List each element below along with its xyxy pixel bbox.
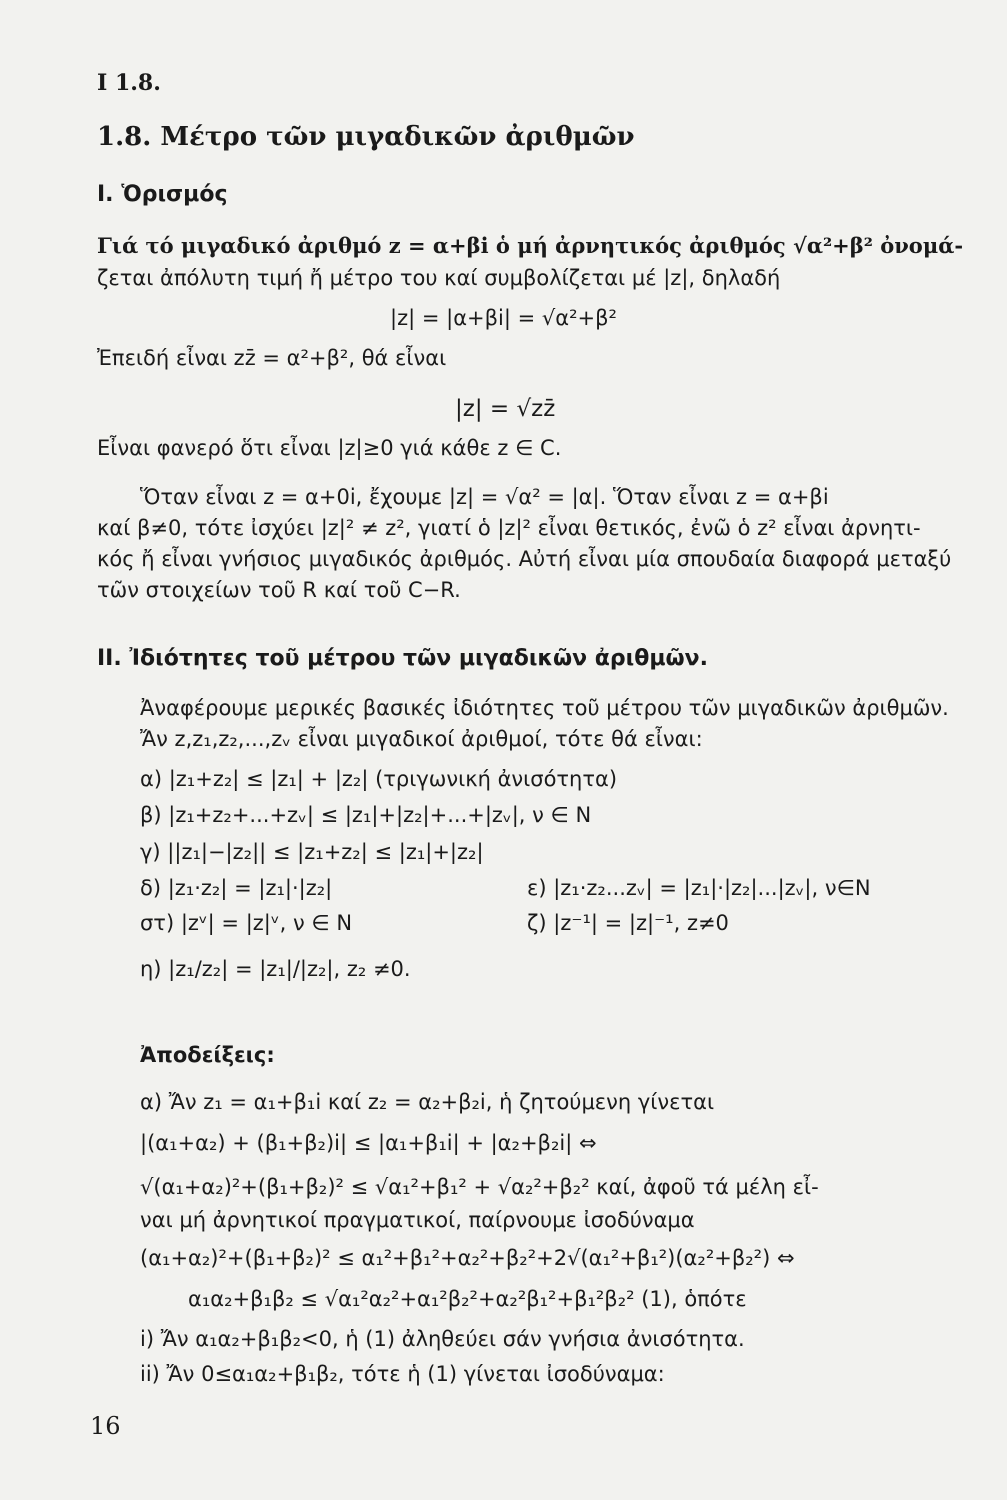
proof-line-8: ii) Ἄν 0≤α₁α₂+β₁β₂, τότε ἡ (1) γίνεται ἰσοδύναμα:	[140, 1362, 665, 1386]
proof-line-2: |(α₁+α₂) + (β₁+β₂)i| ≤ |α₁+β₁i| + |α₂+β₂i| ⇔	[140, 1131, 597, 1155]
proofs-heading: Ἀποδείξεις:	[140, 1043, 275, 1067]
formula-sqrt-conjugate: |z| = √zz̄	[455, 396, 556, 422]
property-epsilon: ε) |z₁·z₂...zᵥ| = |z₁|·|z₂|...|zᵥ|, ν∈N	[527, 876, 871, 900]
formula-modulus: |z| = |α+βi| = √α²+β²	[390, 306, 617, 330]
page-number: 16	[90, 1412, 121, 1440]
proof-line-4: ναι μή ἀρνητικοί πραγματικοί, παίρνουμε ἰσοδύναμα	[140, 1208, 695, 1232]
properties-intro-line-2: Ἄν z,z₁,z₂,...,zᵥ εἶναι μιγαδικοί ἀριθμοί, τότε θά εἶναι:	[140, 727, 703, 751]
running-head: I 1.8.	[97, 70, 161, 96]
property-zeta: ζ) |z⁻¹| = |z|⁻¹, z≠0	[527, 911, 729, 935]
proof-line-1: α) Ἄν z₁ = α₁+β₁i καί z₂ = α₂+β₂i, ἡ ζητούμενη γίνεται	[140, 1090, 715, 1114]
proof-line-5: (α₁+α₂)²+(β₁+β₂)² ≤ α₁²+β₁²+α₂²+β₂²+2√(α₁²+β₁²)(α₂²+β₂²) ⇔	[140, 1246, 795, 1270]
obvious-line: Εἶναι φανερό ὅτι εἶναι |z|≥0 γιά κάθε z ∈ C.	[97, 436, 562, 460]
property-beta: β) |z₁+z₂+...+zᵥ| ≤ |z₁|+|z₂|+...+|zᵥ|, ν ∈ N	[140, 803, 592, 827]
property-stigma: στ) |zᵛ| = |z|ᵛ, ν ∈ N	[140, 911, 353, 935]
definition-line-2: ζεται ἀπόλυτη τιμή ἤ μέτρο του καί συμβολίζεται μέ |z|, δηλαδή	[97, 266, 781, 290]
property-gamma: γ) ||z₁|−|z₂|| ≤ |z₁+z₂| ≤ |z₁|+|z₂|	[140, 840, 484, 864]
paragraph-real-line-2: καί β≠0, τότε ἰσχύει |z|² ≠ z², γιατί ὁ |z|² εἶναι θετικός, ἐνῶ ὁ z² εἶναι ἀρνητι-	[97, 516, 921, 540]
subsection-properties-heading: II. Ἰδιότητες τοῦ μέτρου τῶν μιγαδικῶν ἀριθμῶν.	[97, 646, 708, 671]
properties-intro-line-1: Ἀναφέρουμε μερικές βασικές ἰδιότητες τοῦ μέτρου τῶν μιγαδικῶν ἀριθμῶν.	[140, 696, 949, 720]
section-title: 1.8. Μέτρο τῶν μιγαδικῶν ἀριθμῶν	[97, 122, 635, 152]
proof-line-6: α₁α₂+β₁β₂ ≤ √α₁²α₂²+α₁²β₂²+α₂²β₁²+β₁²β₂² (1), ὁπότε	[188, 1287, 747, 1311]
paragraph-real-line-4: τῶν στοιχείων τοῦ R καί τοῦ C−R.	[97, 578, 461, 602]
property-eta: η) |z₁/z₂| = |z₁|/|z₂|, z₂ ≠0.	[140, 957, 411, 981]
definition-line-1: Γιά τό μιγαδικό ἀριθμό z = α+βi ὁ μή ἀρνητικός ἀριθμός √α²+β² ὀνομά-	[97, 233, 964, 258]
property-alpha: α) |z₁+z₂| ≤ |z₁| + |z₂| (τριγωνική ἀνισότητα)	[140, 767, 618, 791]
proof-line-7: i) Ἄν α₁α₂+β₁β₂<0, ἡ (1) ἀληθεύει σάν γνήσια ἀνισότητα.	[140, 1327, 745, 1351]
paragraph-real-line-1: Ὅταν εἶναι z = α+0i, ἔχουμε |z| = √α² = |α|. Ὅταν εἶναι z = α+βi	[140, 485, 829, 509]
subsection-definition-heading: I. Ὁρισμός	[97, 182, 228, 207]
paragraph-real-line-3: κός ἤ εἶναι γνήσιος μιγαδικός ἀριθμός. Αὐτή εἶναι μία σπουδαία διαφορά μεταξύ	[97, 547, 952, 571]
property-delta: δ) |z₁·z₂| = |z₁|·|z₂|	[140, 876, 333, 900]
proof-line-3: √(α₁+α₂)²+(β₁+β₂)² ≤ √α₁²+β₁² + √α₂²+β₂² καί, ἀφοῦ τά μέλη εἶ-	[140, 1175, 819, 1199]
since-line: Ἐπειδή εἶναι zz̄ = α²+β², θά εἶναι	[97, 346, 447, 370]
